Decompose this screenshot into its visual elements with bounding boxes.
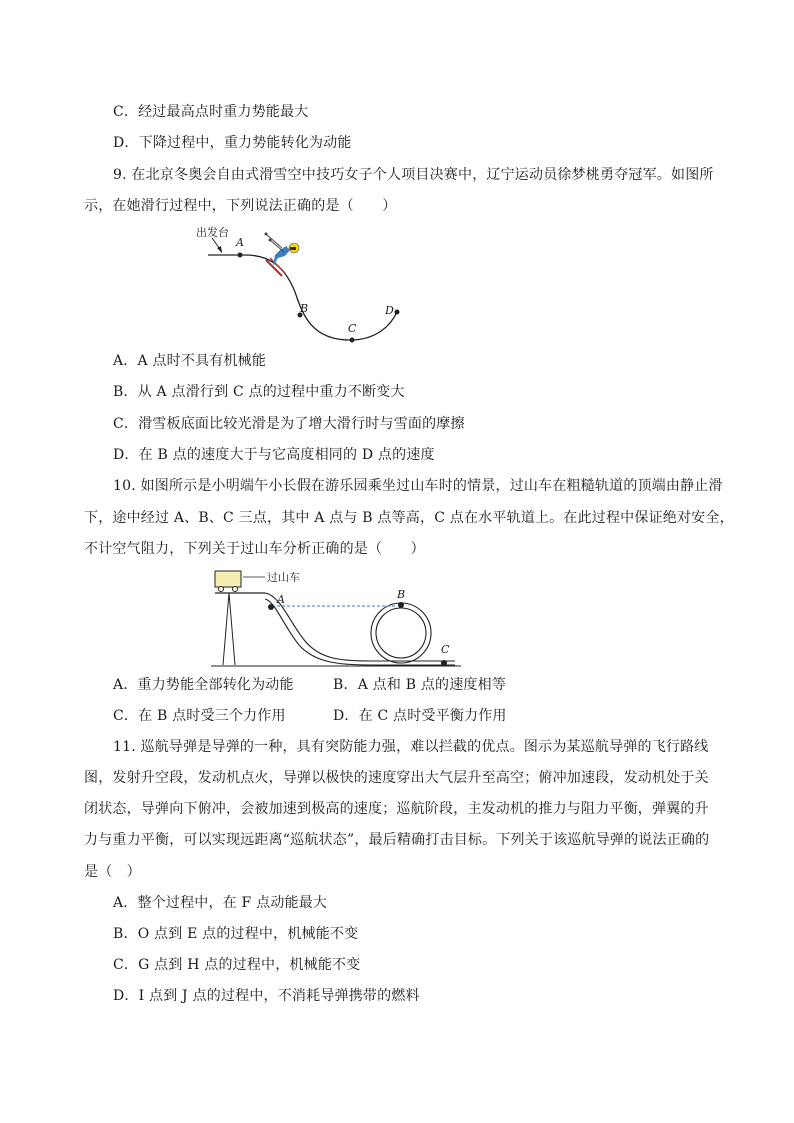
point-c-dot [350, 338, 355, 343]
skier-icon [265, 233, 300, 277]
q9-option-d: D．在 B 点的速度大于与它高度相同的 D 点的速度 [113, 447, 435, 463]
q11-stem-line-2: 图，发射升空段，发动机点火，导弹以极快的速度穿出大气层升至高空；俯冲加速段，发动机处于关 [84, 770, 709, 786]
q11-option-c: C．G 点到 H 点的过程中，机械能不变 [113, 957, 361, 973]
point-d-label: D [385, 304, 394, 317]
q9-skiing-figure [190, 222, 420, 347]
q10-option-a: A．重力势能全部转化为动能 [113, 677, 294, 693]
q9-option-c: C．滑雪板底面比较光滑是为了增大滑行时与雪面的摩擦 [113, 416, 465, 432]
car-label: 过山车 [267, 571, 300, 584]
track-outer [265, 593, 455, 661]
q8-option-c: C．经过最高点时重力势能最大 [113, 104, 309, 120]
q11-stem-line-3: 闭状态，导弹向下俯冲，会被加速到极高的速度；巡航阶段，主发动机的推力与阻力平衡，弹翼的升 [84, 801, 709, 817]
q10-roller-coaster-figure [205, 563, 467, 671]
point-c-dot [441, 660, 447, 666]
point-d-dot [395, 310, 400, 315]
start-label: 出发台 [196, 226, 229, 239]
q10-option-c: C．在 B 点时受三个力作用 [113, 708, 286, 724]
q11-stem-line-1: 11. 巡航导弹是导弹的一种，具有突防能力强，难以拦截的优点。图示为某巡航导弹的飞行路线 [113, 739, 709, 755]
q10-option-b: B．A 点和 B 点的速度相等 [333, 677, 507, 693]
q10-stem-line-2: 下，途中经过 A、B、C 三点，其中 A 点与 B 点等高，C 点在水平轨道上。在此过程中保证绝对安全， [84, 510, 734, 526]
q8-option-d: D．下降过程中，重力势能转化为动能 [113, 135, 352, 151]
q10-stem-line-3: 不计空气阻力，下列关于过山车分析正确的是（ ） [84, 541, 425, 557]
tower-leg-left [223, 593, 229, 665]
point-b-label: B [397, 588, 406, 601]
q10-stem-line-1: 10. 如图所示是小明端午小长假在游乐园乘坐过山车时的情景，过山车在粗糙轨道的顶端由静止滑 [113, 478, 723, 494]
ski-slope [245, 255, 397, 340]
point-a-label: A [277, 593, 285, 606]
point-c-label: C [348, 322, 357, 335]
point-b-dot [398, 602, 404, 608]
q9-option-a: A．A 点时不具有机械能 [113, 353, 267, 369]
q11-option-b: B．O 点到 E 点的过程中，机械能不变 [113, 926, 359, 942]
q11-option-a: A．整个过程中，在 F 点动能最大 [113, 895, 328, 911]
q11-stem-line-5: 是（ ） [84, 864, 141, 880]
point-c-label: C [441, 643, 450, 656]
point-a-dot [238, 253, 243, 258]
loop-outer [371, 603, 431, 663]
loop-inner [376, 608, 426, 658]
point-a-dot [268, 604, 274, 610]
point-a-label: A [236, 236, 244, 249]
q10-option-d: D．在 C 点时受平衡力作用 [333, 708, 507, 724]
q11-option-d: D．I 点到 J 点的过程中，不消耗导弹携带的燃料 [113, 988, 420, 1004]
start-arrow-head [217, 246, 222, 253]
q9-stem-line-2: 示，在她滑行过程中，下列说法正确的是（ ） [84, 198, 397, 214]
q9-option-b: B．从 A 点滑行到 C 点的过程中重力不断变大 [113, 384, 405, 400]
tower-leg-right [229, 593, 235, 665]
q11-stem-line-4: 力与重力平衡，可以实现远距离“巡航状态”，最后精确打击目标。下列关于该巡航导弹的说法正确的 [84, 832, 710, 848]
q9-stem-line-1: 9. 在北京冬奥会自由式滑雪空中技巧女子个人项目决赛中，辽宁运动员徐梦桃勇夺冠军。如图所 [113, 167, 714, 183]
point-b-label: B [300, 302, 309, 315]
coaster-car-icon [215, 571, 241, 587]
